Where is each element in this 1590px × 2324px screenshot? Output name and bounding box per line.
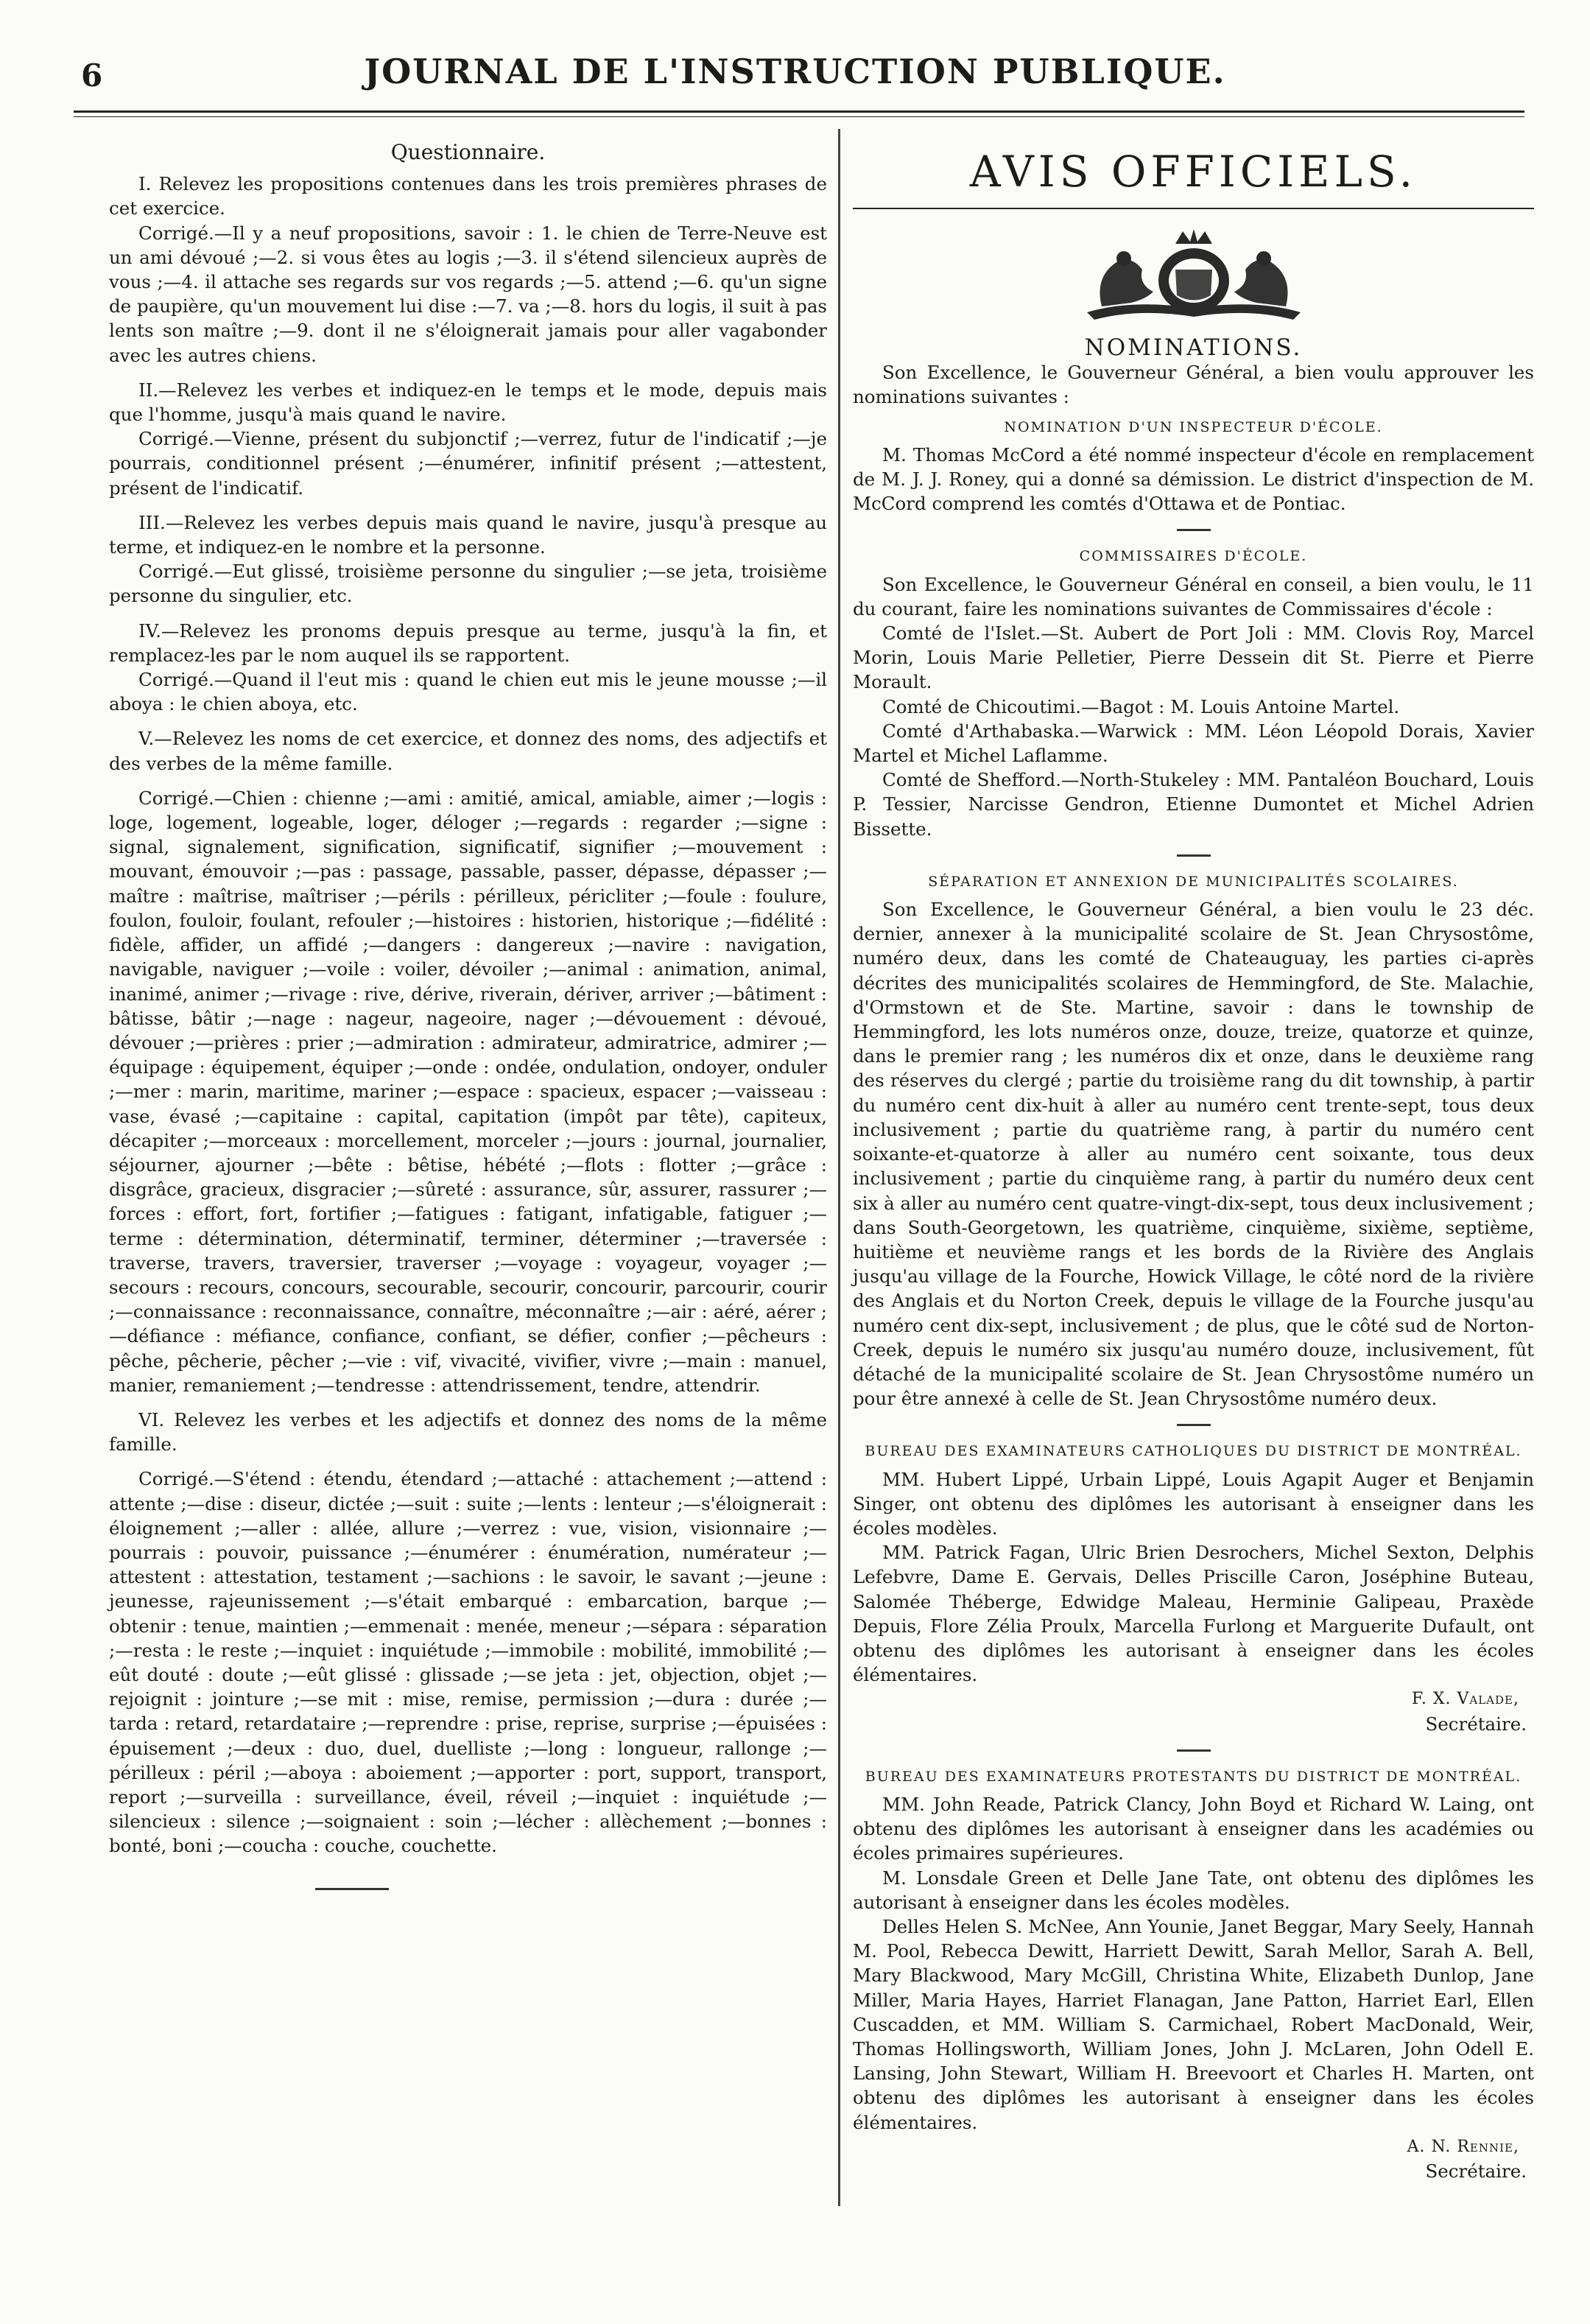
journal-title: JOURNAL DE L'INSTRUCTION PUBLIQUE. (364, 52, 1226, 91)
section-heading-protestants: BUREAU DES EXAMINATEURS PROTESTANTS DU DISTRICT DE MONTRÉAL. (865, 1768, 1522, 1785)
section-heading-inspector: NOMINATION D'UN INSPECTEUR D'ÉCOLE. (1004, 418, 1383, 435)
separator (1177, 854, 1211, 857)
answer-1: Corrigé.—Il y a neuf propositions, savoir : 1. le chien de Terre-Neuve est un ami dévoué ;—2. si vous êtes au logis ;—3. il s'étend silencieux auprès de vous ;—4. il attache ses regards sur vos regards ;—5. attend ;—6. qu'un signe de paupière, qu'un mouvement lui dise :—7. va ;—8. hors du logis, il suit à pas lents son maître ;—9. dont il ne s'éloignerait jamais pour aller vagabonder avec les autres chiens. (109, 222, 827, 366)
protestants-elementaires: Delles Helen S. McNee, Ann Younie, Janet Beggar, Mary Seely, Hannah M. Pool, Rebecca Dewitt, Harriett Dewitt, Sarah Mellor, Sarah A. Bell, Mary Blackwood, Mary McGill, Christina White, Elizabeth Dunlop, Jane Miller, Maria Hayes, Harriet Flanagan, Jane Patton, Harriet Earl, Ellen Cuscadden, et MM. William S. Carmichael, Robert MacDonald, Weir, Thomas Hollingsworth, William Jones, John J. McLaren, John Odell E. Lansing, John Stewart, William H. Breevoort et Charles H. Marten, ont obtenu des diplômes les autorisant à enseigner dans les écoles élémentaires. (853, 1915, 1534, 2133)
separator (1177, 1424, 1211, 1426)
question-5: V.—Relevez les noms de cet exercice, et donnez des noms, des adjectifs et des verbes de la même famille. (109, 728, 827, 774)
nominations-intro: Son Excellence, le Gouverneur Général, a bien voulu approuver les nominations suivantes : (853, 362, 1534, 408)
commissaires-arthabaska: Comté d'Arthabaska.—Warwick : MM. Léon Léopold Dorais, Xavier Martel et Michel Laflamme. (853, 720, 1534, 767)
protestants-signature-title: Secrétaire. (1425, 2160, 1527, 2183)
header-rule (74, 110, 1524, 113)
catholiques-elementaires: MM. Patrick Fagan, Ulric Brien Desrochers, Michel Sexton, Delphis Lefebvre, Dame E. Gervais, Delles Priscille Caron, Joséphine Buteau, Salomée Théberge, Edwidge Maleau, Herminie Galipeau, Praxède Depuis, Flore Zélia Proulx, Marcella Furlong et Marguerite Dufault, ont obtenu des diplômes les autorisant à enseigner dans les écoles élémentaires. (853, 1542, 1534, 1686)
separator (1177, 1749, 1211, 1752)
answer-2: Corrigé.—Vienne, présent du subjonctif ;—verrez, futur de l'indicatif ;—je pourrais, conditionnel présent ;—énumérer, infinitif présent ;—attestent, présent de l'indicatif. (109, 428, 827, 499)
question-2: II.—Relevez les verbes et indiquez-en le temps et le mode, depuis mais que l'homme, jusqu'à mais quand le navire. (109, 379, 827, 426)
commissaires-shefford: Comté de Shefford.—North-Stukeley : MM. Pantaléon Bouchard, Louis P. Tessier, Narcisse Gendron, Etienne Dumontet et Michel Adrien Bissette. (853, 769, 1534, 840)
answer-5: Corrigé.—Chien : chienne ;—ami : amitié, amical, amiable, aimer ;—logis : loge, logement, logeable, loger, déloger ;—regards : regarder ;—signe : signal, signalement, signification, significatif, signifier ;—mouvement : mouvant, émouvoir ;—pas : passage, passable, passer, dépasse, dépasser ;—maître : maîtrise, maîtriser ;—périls : périlleux, péricliter ;—foule : foulure, foulon, fouloir, foulant, refouler ;—histoires : historien, historique ;—fidélité : fidèle, affider, un affidé ;—dangers : dangereux ;—navire : navigation, navigable, naviguer ;—voile : voiler, dévoiler ;—animal : animation, animal, inanimé, animer ;—rivage : rive, dérive, riverain, dériver, arriver ;—bâtiment : bâtisse, bâtir ;—nage : nageur, nageoire, nager ;—dévouement : dévoué, dévouer ;—prières : prier ;—admiration : admirateur, admiratrice, admirer ;—équipage : équipement, équiper ;—onde : ondée, ondulation, ondoyer, onduler ;—mer : marin, maritime, mariner ;—espace : spacieux, espacer ;—vaisseau : vase, évasé ;—capitaine : capital, capitation (impôt par tête), capiteux, décapiter ;—morceaux : morcellement, morceler ;—jours : journal, journalier, séjourner, ajourner ;—bête : bêtise, hébété ;—flots : flotter ;—grâce : disgrâce, gracieux, disgracier ;—sûreté : assurance, sûr, assurer, rassurer ;—forces : effort, fort, fortifier ;—fatigues : fatigant, infatigable, fatiguer ;—terme : détermination, déterminatif, terminer, déterminer ;—traversée : traverse, travers, traversier, traverser ;—voyage : voyageur, voyager ;—secours : recours, concours, secourable, secourir, concourir, parcourir, courir ;—connaissance : reconnaissance, connaître, méconnaître ;—air : aéré, aérer ;—défiance : méfiance, confiance, confiant, se défier, confier ;—pêcheurs : pêche, pêcherie, pêcher ;—vie : vif, vivacité, vivifier, vivre ;—main : manuel, manier, remaniement ;—tendresse : attendrissement, tendre, attendrir. (109, 787, 827, 1396)
avis-officiels-title: AVIS OFFICIELS. (969, 147, 1418, 197)
answer-3: Corrigé.—Eut glissé, troisième personne du singulier ;—se jeta, troisième personne du singulier, etc. (109, 561, 827, 607)
right-column (853, 140, 1534, 2183)
catholiques-signature: F. X. Valade, (1412, 1690, 1519, 1709)
answer-4: Corrigé.—Quand il l'eut mis : quand le chien eut mis le jeune mousse ;—il aboya : le chien aboya, etc. (109, 669, 827, 715)
separation-text: Son Excellence, le Gouverneur Général, a bien voulu le 23 déc. dernier, annexer à la municipalité scolaire de St. Jean Chrysostôme, numéro deux, dans les comté de Chateauguay, les parties ci-après décrites des municipalités scolaires de Hemmingford, de Ste. Malachie, d'Ormstown et de Ste. Martine, savoir : dans le township de Hemmingford, les lots numéros onze, douze, treize, quatorze et quinze, dans le premier rang ; les numéros dix et onze, dans le deuxième rang des réserves du clergé ; partie du troisième rang du dit township, à partir du numéro cent dix-huit à aller au numéro cent trente-sept, tous deux inclusivement ; partie du quatrième rang, à partir du numéro cent soixante-et-quatorze à aller au numéro cent soixante, tous deux inclusivement ; partie du cinquième rang, à partir du numéro deux cent six à aller au numéro cent quatre-vingt-dix-sept, tous deux inclusivement ; dans South-Georgetown, les quatrième, cinquième, sixième, septième, huitième et neuvième rangs et les bords de la Rivière des Anglais jusqu'au village de la Fourche, Howick Village, le côté nord de la rivière des Anglais et du Norton Creek, depuis le village de la Fourche jusqu'au numéro cent dix-sept, inclusivement ; de plus, que le côté sud de Norton-Creek, depuis le numéro six jusqu'au numéro douze, inclusivement, fût détaché de la municipalité scolaire de St. Jean Chrysostôme numéro un pour être annexé à celle de St. Jean Chrysostôme numéro deux. (853, 899, 1534, 1410)
avis-rule (853, 208, 1534, 209)
column-divider (838, 129, 840, 2206)
question-4: IV.—Relevez les pronoms depuis presque au terme, jusqu'à la fin, et remplacez-les par le nom auquel ils se rapportent. (109, 619, 827, 666)
question-1: I. Relevez les propositions contenues dans les trois premières phrases de cet exercice. (109, 173, 827, 220)
end-rule (315, 1888, 389, 1890)
commissaires-islet: Comté de l'Islet.—St. Aubert de Port Joli : MM. Clovis Roy, Marcel Morin, Louis Marie Pelletier, Pierre Dessein dit St. Pierre et Pierre Morault. (853, 622, 1534, 693)
protestants-signature: A. N. Rennie, (1407, 2137, 1519, 2156)
nominations-title: NOMINATIONS. (1084, 334, 1303, 361)
catholiques-modeles: MM. Hubert Lippé, Urbain Lippé, Louis Agapit Auger et Benjamin Singer, ont obtenu des diplômes les autorisant à enseigner dans les écoles modèles. (853, 1468, 1534, 1539)
question-6: VI. Relevez les verbes et les adjectifs et donnez des noms de la même famille. (109, 1408, 827, 1456)
answer-6: Corrigé.—S'étend : étendu, étendard ;—attaché : attachement ;—attend : attente ;—dise : diseur, dictée ;—suit : suite ;—lents : lenteur ;—s'éloignerait : éloignement ;—aller : allée, allure ;—verrez : vue, vision, visionnaire ;—pourrais : pouvoir, puissance ;—énumérer : énumération, numérateur ;—attestent : attestation, testament ;—sachions : le savoir, le savant ;—jeune : jeunesse, rajeunissement ;—s'était embarqué : embarcation, barque ;—obtenir : tenue, maintien ;—emmenait : menée, meneur ;—sépara : séparation ;—resta : le reste ;—inquiet : inquiétude ;—immobile : mobilité, immobilité ;—eût douté : doute ;—eût glissé : glissade ;—se jeta : jet, objection, objet ;—rejoignit : jointure ;—se mit : mise, remise, permission ;—dura : durée ;—tarda : retard, retardataire ;—reprendre : prise, reprise, surprise ;—épuisées : épuisement ;—deux : duo, duel, duelliste ;—long : longueur, rallonge ;—périlleux : péril ;—aboya : aboiement ;—apporter : port, support, transport, report ;—surveilla : surveillance, éveil, réveil ;—inquiet : inquiétude ;—silencieux : silence ;—soignaient : soin ;—lécher : allèchement ;—bonnes : bonté, boni ;—coucha : couche, couchette. (109, 1468, 827, 1857)
royal-arms-emblem (1072, 225, 1315, 329)
commissaires-chicoutimi: Comté de Chicoutimi.—Bagot : M. Louis Antoine Martel. (882, 695, 1400, 717)
section-inspector-text: M. Thomas McCord a été nommé inspecteur d'école en remplacement de M. J. J. Roney, qui a donné sa démission. Le district d'inspection de M. McCord comprend les comtés d'Ottawa et de Pontiac. (853, 443, 1534, 515)
protestants-modeles: M. Lonsdale Green et Delle Jane Tate, ont obtenu des diplômes les autorisant à enseigner dans les écoles modèles. (853, 1867, 1534, 1913)
separator (1177, 529, 1211, 531)
header-rule-thin (74, 116, 1524, 117)
section-heading-catholiques: BUREAU DES EXAMINATEURS CATHOLIQUES DU DISTRICT DE MONTRÉAL. (865, 1443, 1522, 1460)
question-3: III.—Relevez les verbes depuis mais quand le navire, jusqu'à presque au terme, et indiquez-en le nombre et la personne. (109, 511, 827, 558)
left-column (109, 140, 827, 1890)
page-number: 6 (81, 57, 103, 94)
section-heading-separation: SÉPARATION ET ANNEXION DE MUNICIPALITÉS SCOLAIRES. (928, 873, 1459, 890)
protestants-academies: MM. John Reade, Patrick Clancy, John Boyd et Richard W. Laing, ont obtenu des diplômes les autorisant à enseigner dans les académies ou écoles primaires supérieures. (853, 1793, 1534, 1864)
questionnaire-title: Questionnaire. (390, 140, 546, 164)
page-header (0, 52, 1590, 103)
catholiques-signature-title: Secrétaire. (1425, 1713, 1527, 1735)
section-heading-commissaires: COMMISSAIRES D'ÉCOLE. (1079, 548, 1308, 565)
commissaires-intro: Son Excellence, le Gouverneur Général en conseil, a bien voulu, le 11 du courant, faire les nominations suivantes de Commissaires d'école : (853, 573, 1534, 619)
